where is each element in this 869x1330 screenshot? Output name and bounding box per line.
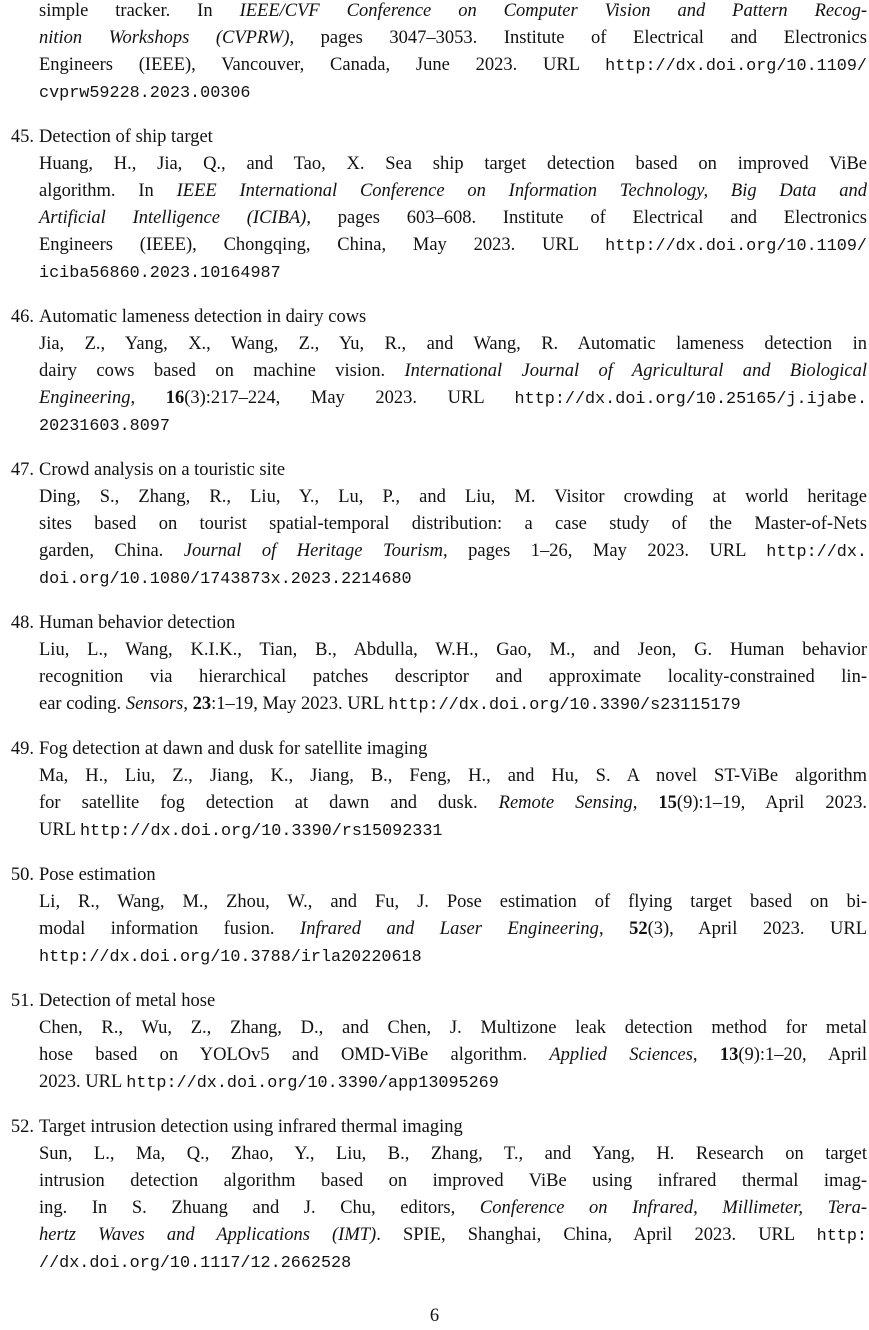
citation-text: sites based on tourist spatial-temporal distribution: a case study of the Master-of-Nets bbox=[39, 514, 867, 534]
citation-text: (3):217–224, May 2023. URL bbox=[184, 388, 515, 408]
reference-line bbox=[39, 1141, 867, 1168]
reference-line bbox=[39, 205, 867, 232]
reference-line bbox=[39, 691, 867, 718]
volume-text: 13 bbox=[719, 1045, 739, 1065]
citation-text: Sun, L., Ma, Q., Zhao, Y., Liu, B., Zhang, T., and Yang, H. Research on target bbox=[39, 1144, 867, 1164]
venue-text: hertz Waves and Applications (IMT) bbox=[39, 1225, 377, 1245]
doi-link[interactable]: http://dx.doi.org/10.3788/irla20220618 bbox=[39, 948, 422, 967]
citation-text: , pages 1–26, May 2023. URL bbox=[443, 541, 767, 561]
page-number: 6 bbox=[429, 1306, 440, 1326]
doi-link[interactable]: http://dx.doi.org/10.3390/app13095269 bbox=[126, 1074, 499, 1093]
volume-text: 23 bbox=[192, 694, 212, 714]
citation-text: , bbox=[598, 919, 630, 939]
citation-text: ear coding. bbox=[39, 694, 126, 714]
reference-line bbox=[39, 1222, 867, 1249]
citation-text: Huang, H., Jia, Q., and Tao, X. Sea ship target detection based on improved ViBe bbox=[39, 154, 867, 174]
volume-text: 16 bbox=[165, 388, 185, 408]
reference-line bbox=[39, 259, 867, 286]
citation-text: intrusion detection algorithm based on improved ViBe using infrared thermal imag- bbox=[39, 1171, 867, 1191]
citation-text: (9):1–19, April 2023. bbox=[676, 793, 867, 813]
reference-line bbox=[39, 52, 867, 79]
citation-text: Ma, H., Liu, Z., Jiang, K., Jiang, B., Feng, H., and Hu, S. A novel ST-ViBe algorithm bbox=[39, 766, 867, 786]
reference-topic: Target intrusion detection using infrared thermal imaging bbox=[39, 1117, 463, 1137]
venue-text: IEEE/CVF Conference on Computer Vision and Pattern Recog- bbox=[239, 1, 867, 21]
citation-text: (3), April 2023. URL bbox=[647, 919, 868, 939]
citation-text: 2023. URL bbox=[39, 1072, 127, 1092]
citation-text: Li, R., Wang, M., Zhou, W., and Fu, J. Pose estimation of flying target based on bi- bbox=[39, 892, 867, 912]
citation-text: , bbox=[183, 694, 193, 714]
reference-body bbox=[39, 736, 867, 844]
reference-line bbox=[39, 763, 867, 790]
reference-line bbox=[39, 538, 867, 565]
venue-text: Artificial Intelligence (ICIBA) bbox=[39, 208, 307, 228]
citation-text: hose based on YOLOv5 and OMD-ViBe algorithm. bbox=[39, 1045, 550, 1065]
reference-number: 49. bbox=[10, 739, 34, 759]
doi-link[interactable]: iciba56860.2023.10164987 bbox=[39, 264, 281, 283]
citation-text: Chen, R., Wu, Z., Zhang, D., and Chen, J. Multizone leak detection method for metal bbox=[39, 1018, 867, 1038]
reference-body bbox=[39, 988, 867, 1096]
reference-line bbox=[39, 412, 867, 439]
reference-line bbox=[39, 943, 867, 970]
citation-text: Engineers (IEEE), Chongqing, China, May 2023. URL bbox=[39, 235, 606, 255]
reference-topic: Human behavior detection bbox=[39, 613, 236, 633]
reference-topic: Detection of metal hose bbox=[39, 991, 216, 1011]
citation-text: dairy cows based on machine vision. bbox=[39, 361, 405, 381]
reference-line bbox=[39, 385, 867, 412]
doi-link[interactable]: doi.org/10.1080/1743873x.2023.2214680 bbox=[39, 570, 412, 589]
doi-link[interactable]: http://dx.doi.org/10.25165/j.ijabe. bbox=[514, 390, 868, 409]
doi-link[interactable]: http://dx.doi.org/10.3390/s23115179 bbox=[388, 696, 741, 715]
citation-text: garden, China. bbox=[39, 541, 184, 561]
citation-text: for satellite fog detection at dawn and dusk. bbox=[39, 793, 499, 813]
citation-text: modal information fusion. bbox=[39, 919, 301, 939]
citation-text: :1–19, May 2023. URL bbox=[211, 694, 389, 714]
reference-line bbox=[39, 916, 867, 943]
citation-text: algorithm. In bbox=[39, 181, 177, 201]
citation-text: , bbox=[130, 388, 166, 408]
doi-link[interactable]: //dx.doi.org/10.1117/12.2662528 bbox=[39, 1254, 352, 1273]
reference-line bbox=[39, 1069, 867, 1096]
reference-number: 47. bbox=[10, 460, 34, 480]
venue-text: Conference on Infrared, Millimeter, Tera- bbox=[479, 1198, 868, 1218]
citation-text: . SPIE, Shanghai, China, April 2023. URL bbox=[376, 1225, 817, 1245]
reference-line bbox=[39, 1249, 867, 1276]
citation-text: , bbox=[692, 1045, 720, 1065]
reference-body bbox=[39, 457, 867, 592]
venue-text: Infrared and Laser Engineering bbox=[300, 919, 599, 939]
reference-line bbox=[39, 1015, 867, 1042]
reference-body bbox=[39, 304, 867, 439]
citation-text: , bbox=[632, 793, 659, 813]
citation-text: ing. In S. Zhuang and J. Chu, editors, bbox=[39, 1198, 480, 1218]
reference-line bbox=[39, 1195, 867, 1222]
venue-text: Engineering bbox=[39, 388, 131, 408]
doi-link[interactable]: 20231603.8097 bbox=[39, 417, 170, 436]
citation-text: (9):1–20, April bbox=[738, 1045, 868, 1065]
reference-line bbox=[39, 511, 867, 538]
doi-link[interactable]: http: bbox=[816, 1227, 867, 1246]
citation-text: URL bbox=[39, 820, 80, 840]
reference-body bbox=[39, 610, 867, 718]
reference-line bbox=[39, 151, 867, 178]
reference-line bbox=[39, 0, 867, 25]
reference-line bbox=[39, 484, 867, 511]
doi-link[interactable]: cvprw59228.2023.00306 bbox=[39, 84, 251, 103]
venue-text: Applied Sciences bbox=[549, 1045, 693, 1065]
reference-line bbox=[39, 664, 867, 691]
reference-topic: Automatic lameness detection in dairy cows bbox=[39, 307, 367, 327]
reference-body bbox=[39, 124, 867, 286]
reference-body bbox=[39, 0, 867, 106]
citation-text: Jia, Z., Yang, X., Wang, Z., Yu, R., and Wang, R. Automatic lameness detection in bbox=[39, 334, 867, 354]
venue-text: Sensors bbox=[125, 694, 184, 714]
reference-topic: Pose estimation bbox=[39, 865, 156, 885]
citation-text: Engineers (IEEE), Vancouver, Canada, June 2023. URL bbox=[39, 55, 606, 75]
citation-text: , pages 603–608. Institute of Electrical and Electronics bbox=[306, 208, 867, 228]
reference-line bbox=[39, 889, 867, 916]
reference-line bbox=[39, 565, 867, 592]
venue-text: IEEE International Conference on Information Technology, Big Data and bbox=[176, 181, 867, 201]
reference-line bbox=[39, 25, 867, 52]
venue-text: International Journal of Agricultural and Biological bbox=[404, 361, 867, 381]
citation-text: Liu, L., Wang, K.I.K., Tian, B., Abdulla, W.H., Gao, M., and Jeon, G. Human behavior bbox=[39, 640, 867, 660]
citation-text: , pages 3047–3053. Institute of Electrical and Electronics bbox=[289, 28, 867, 48]
doi-link[interactable]: http://dx.doi.org/10.1109/ bbox=[605, 237, 867, 256]
reference-line bbox=[39, 232, 867, 259]
reference-line bbox=[39, 637, 867, 664]
reference-line bbox=[39, 178, 867, 205]
reference-number: 45. bbox=[10, 127, 34, 147]
reference-line bbox=[39, 817, 867, 844]
doi-link[interactable]: http://dx.doi.org/10.3390/rs15092331 bbox=[79, 822, 443, 841]
venue-text: Remote Sensing bbox=[498, 793, 633, 813]
doi-link[interactable]: http://dx. bbox=[766, 543, 867, 562]
citation-text: simple tracker. In bbox=[39, 1, 240, 21]
reference-body bbox=[39, 862, 867, 970]
reference-line bbox=[39, 1168, 867, 1195]
citation-text: Ding, S., Zhang, R., Liu, Y., Lu, P., and Liu, M. Visitor crowding at world heritage bbox=[39, 487, 867, 507]
reference-number: 51. bbox=[10, 991, 34, 1011]
reference-line bbox=[39, 79, 867, 106]
venue-text: nition Workshops (CVPRW) bbox=[39, 28, 290, 48]
venue-text: Journal of Heritage Tourism bbox=[183, 541, 444, 561]
reference-line bbox=[39, 790, 867, 817]
reference-line bbox=[39, 358, 867, 385]
reference-line bbox=[39, 331, 867, 358]
reference-body bbox=[39, 1114, 867, 1276]
reference-number: 48. bbox=[10, 613, 34, 633]
citation-text: recognition via hierarchical patches descriptor and approximate locality-constrained lin- bbox=[39, 667, 867, 687]
doi-link[interactable]: http://dx.doi.org/10.1109/ bbox=[605, 57, 867, 76]
volume-text: 52 bbox=[629, 919, 648, 939]
volume-text: 15 bbox=[658, 793, 677, 813]
reference-line bbox=[39, 1042, 867, 1069]
reference-topic: Fog detection at dawn and dusk for satellite imaging bbox=[39, 739, 428, 759]
reference-topic: Crowd analysis on a touristic site bbox=[39, 460, 286, 480]
reference-topic: Detection of ship target bbox=[39, 127, 213, 147]
reference-number: 52. bbox=[10, 1117, 34, 1137]
reference-number: 46. bbox=[10, 307, 34, 327]
reference-number: 50. bbox=[10, 865, 34, 885]
